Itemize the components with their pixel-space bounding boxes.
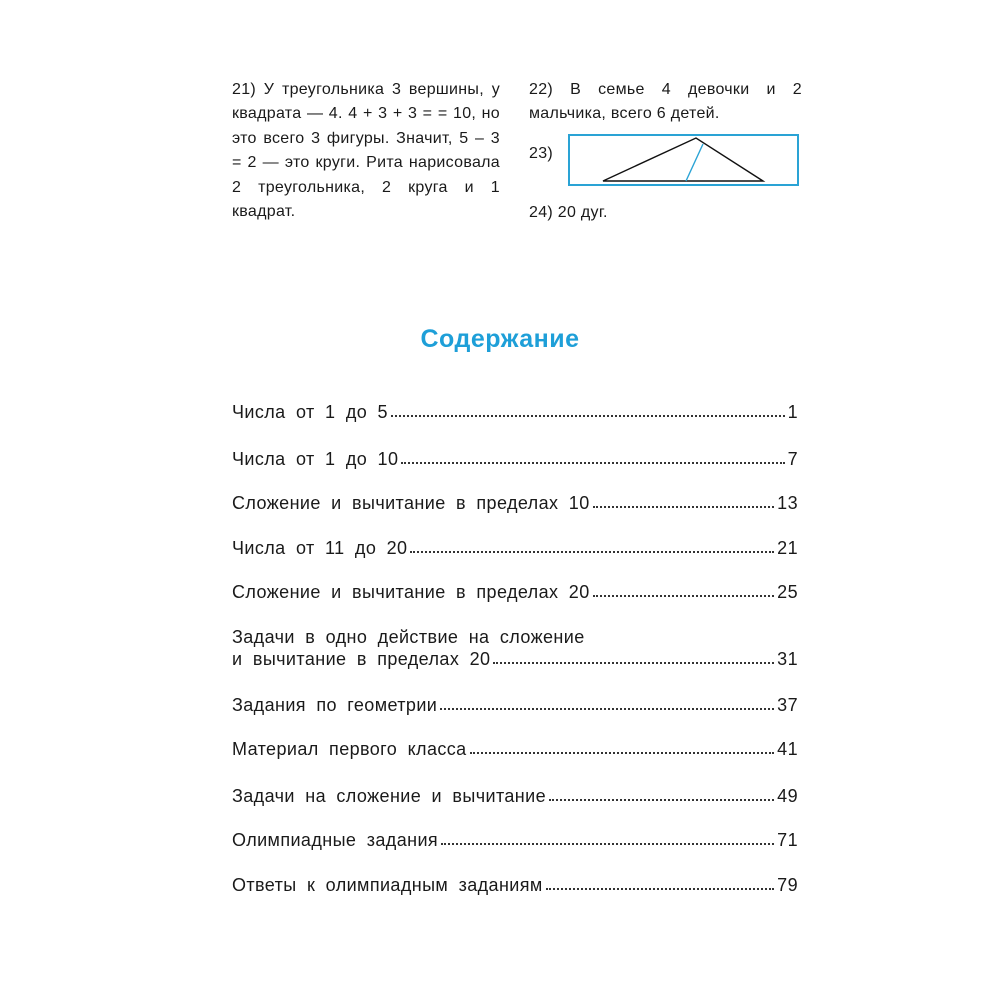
- toc-leader-dots: [549, 797, 774, 801]
- toc-item-page: 79: [777, 875, 798, 895]
- toc-item-text: Числа от 1 до 5: [232, 402, 388, 422]
- toc-item-page: 21: [777, 538, 798, 558]
- toc-leader-dots: [441, 841, 774, 845]
- toc-item[interactable]: [232, 626, 798, 670]
- toc-item-text: Числа от 11 до 20: [232, 538, 408, 558]
- toc-item-page: 49: [777, 786, 798, 806]
- toc-item[interactable]: [232, 492, 798, 514]
- toc-item[interactable]: [232, 448, 798, 470]
- toc-title: Содержание: [420, 325, 580, 353]
- toc-leader-dots: [593, 593, 775, 597]
- toc-leader-dots: [410, 549, 774, 553]
- answer-21: 21) У треугольника 3 вершины, у квадрата — 4. 4 + 3 + 3 = = 10, но это всего 3 фигуры. Значит, 5 – 3 = 2 — это круги. Рита нарисовала 2 треугольника, 2 круга и 1 квадрат.: [232, 81, 500, 221]
- toc-item[interactable]: [232, 738, 798, 760]
- toc-item[interactable]: [232, 829, 798, 851]
- toc-item-text: Числа от 1 до 10: [232, 449, 399, 469]
- toc-leader-dots: [440, 706, 774, 710]
- answer-24: 24) 20 дуг.: [529, 204, 608, 221]
- triangle-outline: [603, 138, 763, 181]
- toc-leader-dots: [546, 886, 774, 890]
- toc-item[interactable]: [232, 581, 798, 603]
- answer-23-figure-box: [568, 134, 799, 186]
- toc-leader-dots: [470, 750, 775, 754]
- toc-item-text: Сложение и вычитание в пределах 20: [232, 582, 590, 602]
- toc-item-text: Материал первого класса: [232, 739, 467, 759]
- toc-leader-dots: [593, 504, 775, 508]
- toc-item[interactable]: [232, 874, 798, 896]
- triangle-figure: [570, 136, 801, 188]
- toc-item-page: 31: [777, 649, 798, 669]
- triangle-dividing-line: [686, 144, 703, 181]
- toc-leader-dots: [493, 660, 774, 664]
- toc-item-text: Задачи на сложение и вычитание: [232, 786, 547, 806]
- answers-section: [232, 78, 802, 238]
- toc-leader-dots: [391, 413, 785, 417]
- toc-item[interactable]: [232, 537, 798, 559]
- toc-item-text: Сложение и вычитание в пределах 10: [232, 493, 590, 513]
- toc-item[interactable]: [232, 694, 798, 716]
- toc-item-page: 7: [787, 449, 798, 469]
- toc-item-text-line1: Задачи в одно действие на сложение: [232, 627, 585, 647]
- toc-item[interactable]: [232, 785, 798, 807]
- toc-item-page: 41: [777, 739, 798, 759]
- toc-item-text: Олимпиадные задания: [232, 830, 439, 850]
- toc-item-page: 37: [777, 695, 798, 715]
- toc-item-page: 1: [787, 402, 798, 422]
- toc-item-text: Ответы к олимпиадным заданиям: [232, 875, 543, 895]
- toc-leader-dots: [401, 460, 784, 464]
- toc-item[interactable]: [232, 401, 798, 423]
- answer-22: 22) В семье 4 девочки и 2 мальчика, всего 6 детей.: [529, 81, 802, 123]
- toc-item-text: и вычитание в пределах 20: [232, 649, 491, 669]
- toc-item-page: 71: [777, 830, 798, 850]
- answers-right-column: [529, 78, 802, 221]
- answer-23-label: 23): [529, 145, 554, 162]
- answer-23: [529, 134, 802, 196]
- toc-item-text: Задания по геометрии: [232, 695, 438, 715]
- toc-item-page: 25: [777, 582, 798, 602]
- toc-item-page: 13: [777, 493, 798, 513]
